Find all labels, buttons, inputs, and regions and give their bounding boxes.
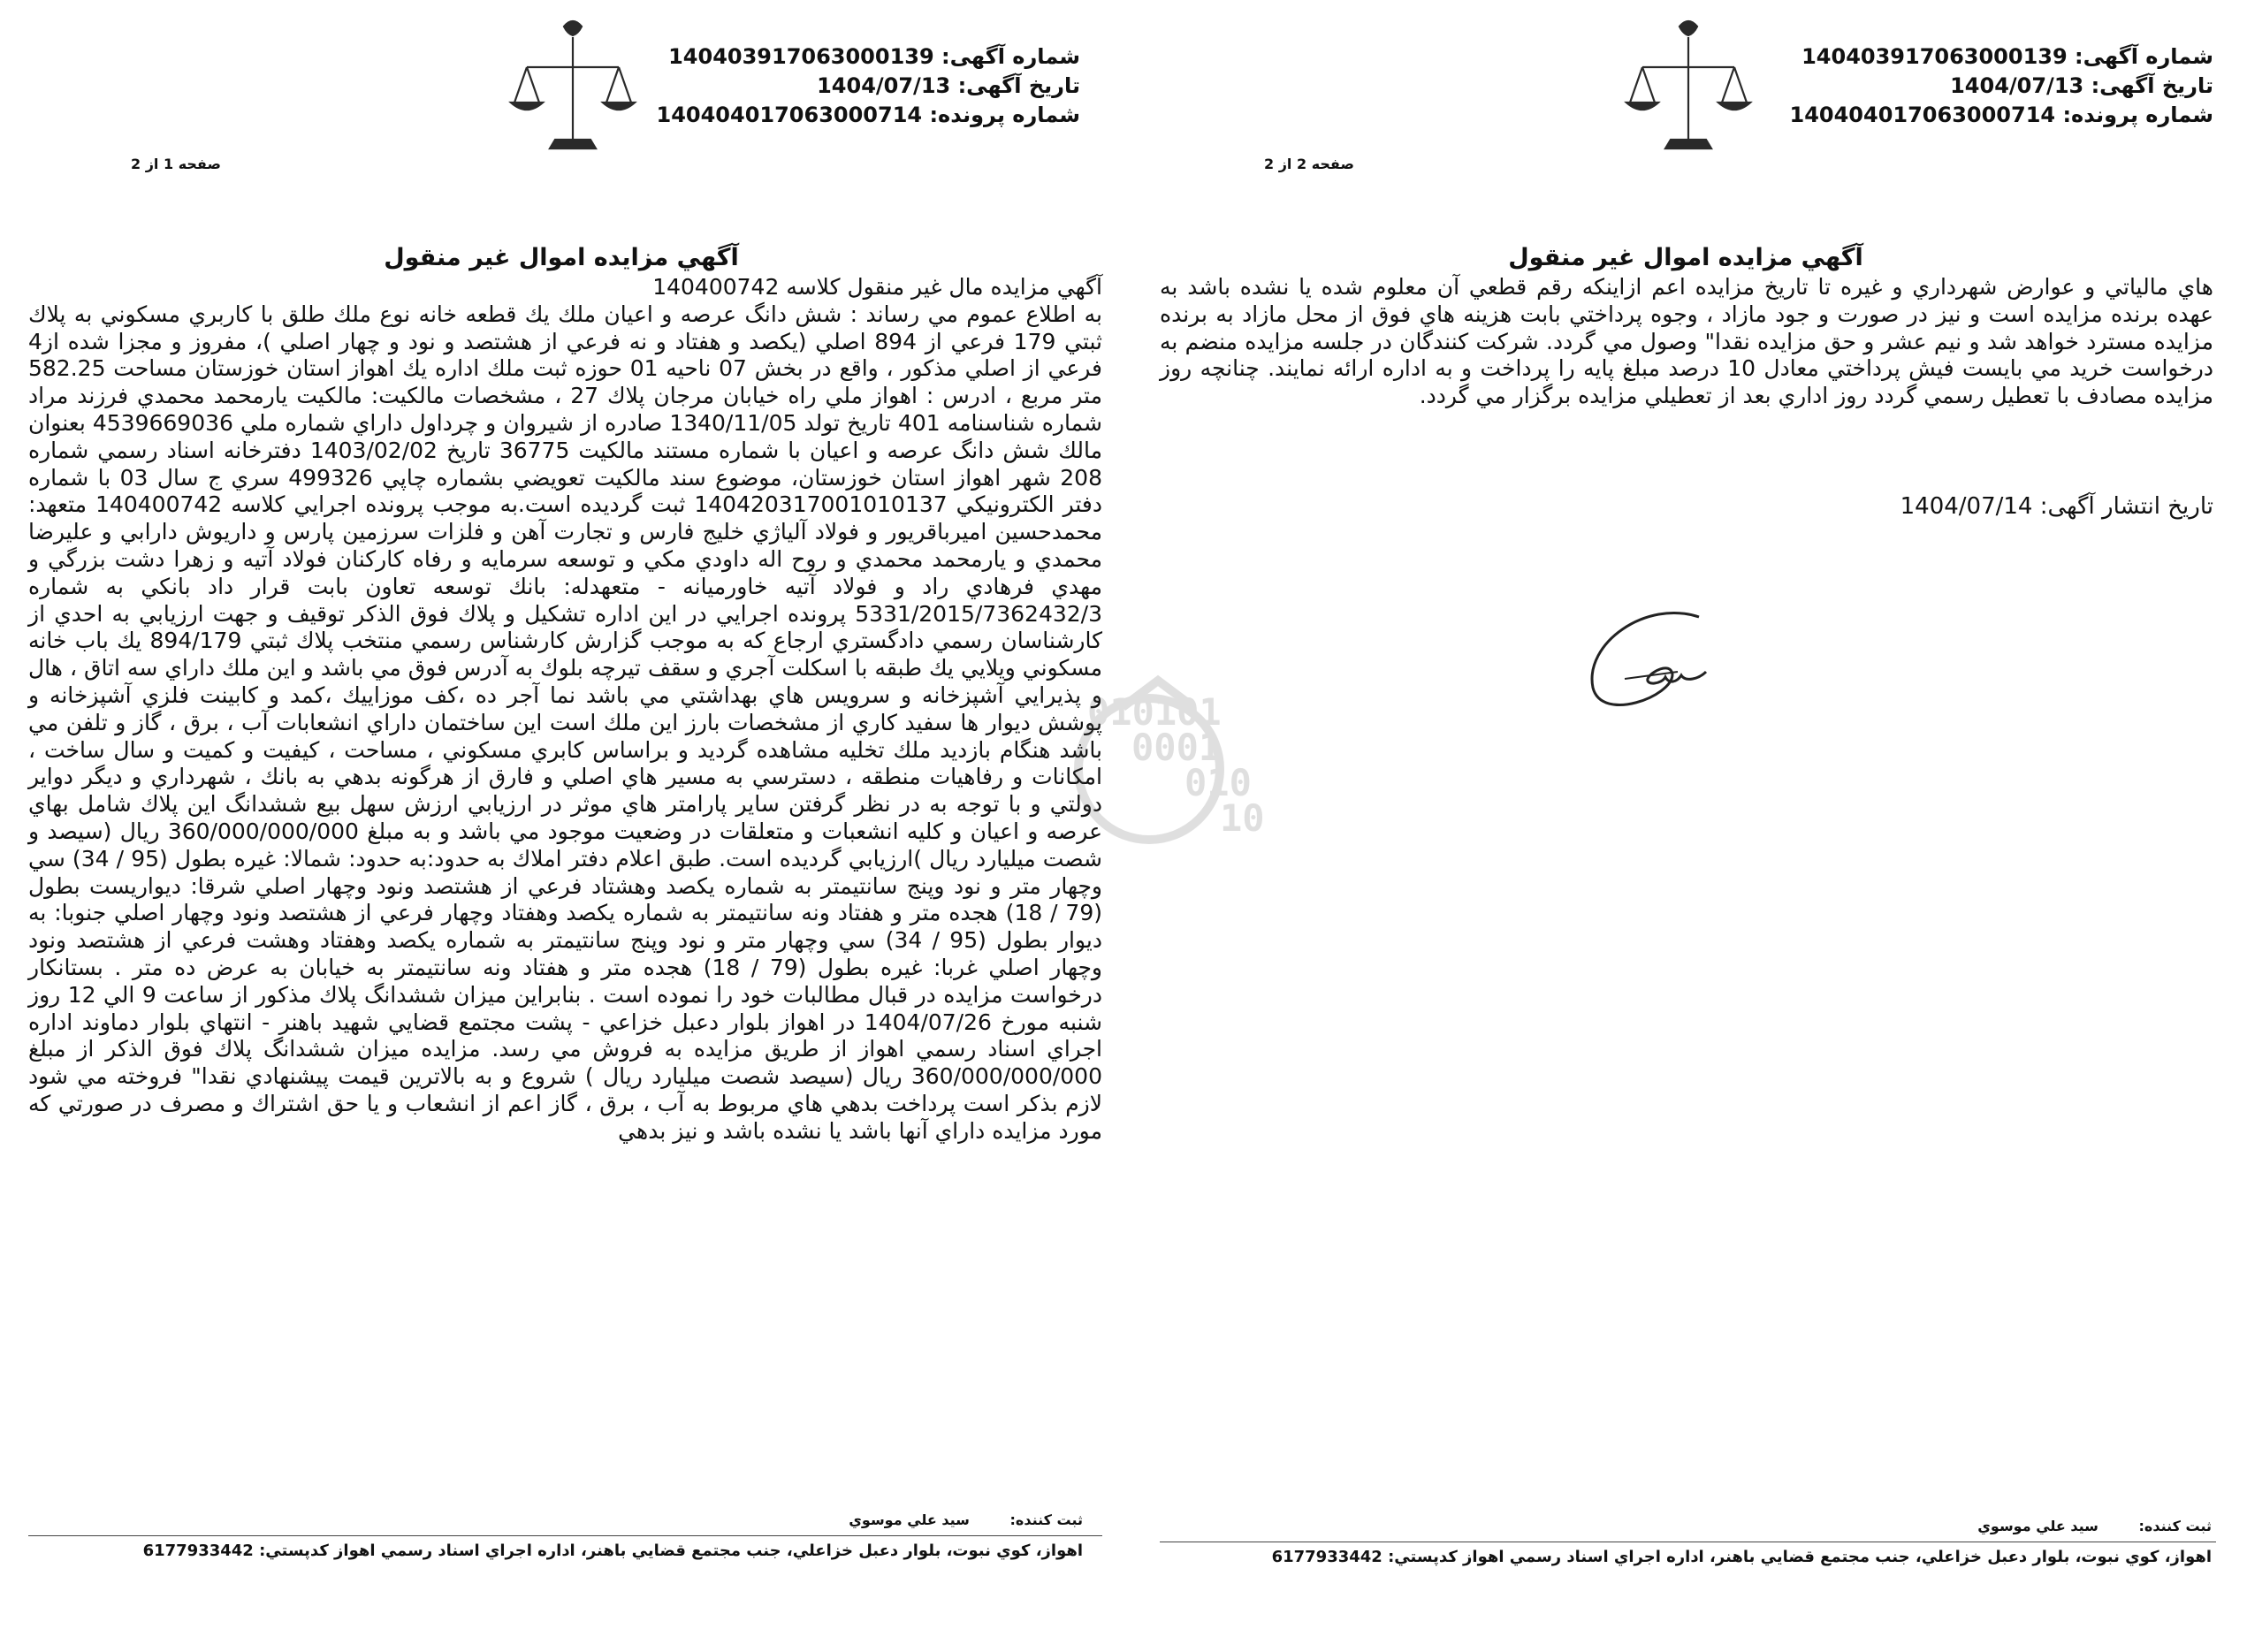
notice-date: 1404/07/13: [817, 73, 951, 98]
notice-number-label: شماره آگهی:: [941, 44, 1080, 69]
case-number: 140404017063000714: [656, 103, 923, 127]
publication-date: [1900, 493, 2213, 520]
body-heading: آگهي مزايده مال غير منقول كلاسه 140400742: [652, 274, 1102, 300]
svg-text:010101: 010101: [1087, 690, 1222, 734]
footer-divider: [28, 1535, 1102, 1536]
registrar-line: [1977, 1518, 2212, 1534]
body-paragraph: به اطلاع عموم مي رساند : شش دانگ عرصه و اعيان ملك يك قطعه خانه نوع ملك طلق با كاربري مسكوني به پلاك ثبتي 179 فرعي از 894 اصلي (يكصد و هفتاد و نه فرعي از هشتصد و نود و چهار اصلي )، مفروز و مجزا شده از4 فرعي از اصلي مذكور ، واقع در بخش 07 ناحيه 01 حوزه ثبت ملك اداره يك اهواز استان خوزستان مساحت 582.25 متر مربع ، ادرس : اهواز ملي راه خيابان مرجان پلاك 27 ، مشخصات مالكيت: مالكيت يارمحمد محمدي فرزند مراد شماره شناسنامه 401 تاريخ تولد 1340/11/05 صادره از شيروان و چرداول داراي شماره ملي 4539669036 بعنوان مالك شش دانگ عرصه و اعيان با شماره مستند مالكيت 36775 تاريخ 1403/02/02 دفترخانه اسناد رسمي شماره 208 شهر اهواز استان خوزستان، موضوع سند مالكيت تعويضي بشماره چاپي 499326 سري ج سال 03 با شماره دفتر الكترونيكي 140420317001010137 ثبت گرديده است.به موجب پرونده اجرايي كلاسه 140400742 متعهد: محمدحسين اميرباقريور و فولاد آلياژي خليج فارس و تجارت آهن و فلزات سرزمين پارس و داريوش دارابي و عليرضا محمدي و يارمحمد محمدي و روح اله داودي مكي و توسعه سرمايه و رفاه كاركنان فولاد آتيه و زهرا دشت بزرگي و مهدي فرهادي راد و فولاد آتيه خاورميانه - متعهدله: بانك توسعه تعاون بابت قرار داد بانكي به شماره 5331/2015/7362432/3 پرونده اجرايي در اين اداره تشكيل و پلاك فوق الذكر توقيف و جهت ارزيابي به احدي از كارشناسان رسمي دادگستري ارجاع كه به موجب گزارش كارشناس رسمي منتخب پلاك ثبتي 894/179 يك باب خانه مسكوني ويلايي يك طبقه با اسكلت آجري و سقف تيرچه بلوك به آدرس فوق مي باشد و اين ملك داراي سه اتاق ، هال و پذيرايي آشپزخانه و سرويس هاي بهداشتي مي باشد نما آجر ده ،كف موزاييك ،كمد و كابينت فلزي آشپزخانه و پوشش ديوار ها سفيد كاري از مشخصات بارز اين ملك است اين ساختمان داراي انشعابات آب ، برق ، گاز و تلفن مي باشد هنگام بازديد ملك تخليه مشاهده گرديد و براساس كابري مسكوني ، مساحت ، كيفيت و كميت و سال ساخت ، امكانات و رفاهيات منطقه ، دسترسي به مسير هاي اصلي و فارق از هرگونه بدهي به بانك ، شهرداري و ديگر دواير دولتي و با توجه به در نظر گرفتن ساير پارامتر هاي موثر در ارزيابي ارزش سهل بيع ششدانگ اين پلاك شامل بهاي عرصه و اعيان و كليه انشعبات و متعلقات در وضعيت موجود مي باشد و به مبلغ 360/000/000/000 ريال (سيصد و شصت ميليارد ريال )ارزيابي گرديده است. طبق اعلام دفتر املاك به حدود:به حدود: شمالا: غيره بطول (95 / 34) سي وچهار متر و نود وپنج سانتيمتر به شماره يكصد وهشتاد فرعي از هشتصد ونود وچهار اصلي شرقا: ديواريست بطول (79 / 18) هجده متر و هفتاد ونه سانتيمتر به شماره يكصد وهفتاد وچهار فرعي از هشتصد ونود وچهار اصلي جنوبا: به ديوار بطول (95 / 34) سي وچهار متر و نود وپنج سانتيمتر به شماره يكصد وهفتاد وهشت فرعي از هشتصد ونود وچهار اصلي غربا: غيره بطول (79 / 18) هجده متر و هفتاد ونه سانتيمتر به خيابان به عرض ده متر . بستانكار درخواست مزايده در قبال مطالبات خود را نموده است . بنابراين ميزان ششدانگ پلاك مذكور از ساعت 9 الي 12 روز شنبه مورخ 1404/07/26 در اهواز بلوار دعبل خزاعي - پشت مجتمع قضايي شهيد باهنر - انتهاي بلوار دماوند اداره اجراي اسناد رسمي اهواز از طريق مزايده به فروش مي رسد. مزايده ميزان ششدانگ پلاك فوق الذكر از مبلغ 360/000/000/000 ريال (سيصد شصت ميليارد ريال ) شروع و به بالاترين قيمت پيشنهادي نقدا" فروخته مي شود لازم بذكر است پرداخت بدهي هاي مربوط به آب ، برق ، گاز اعم از انشعاب و يا حق اشتراك و مصرف در صورتي كه مورد مزايده داراي آنها باشد يا نشده باشد و نيز بدهي: [28, 301, 1103, 1144]
footer-address: اهواز، كوي نبوت، بلوار دعبل خزاعلي، جنب مجتمع قضايي باهنر، اداره اجراي اسناد رسمي اهواز كدپستي: 6177933442: [1271, 1548, 2212, 1566]
footer-address: اهواز، كوي نبوت، بلوار دعبل خزاعلي، جنب مجتمع قضايي باهنر، اداره اجراي اسناد رسمي اهواز كدپستي: 6177933442: [142, 1542, 1083, 1560]
case-number-label: شماره پرونده:: [2062, 103, 2213, 127]
watermark-logo-icon: [1052, 672, 1352, 990]
notice-date-label: تاريخ آگهی:: [2091, 73, 2213, 98]
case-number-label: شماره پرونده:: [929, 103, 1080, 127]
registrar-name: سيد علي موسوي: [1977, 1518, 2098, 1534]
notice-number-label: شماره آگهی:: [2075, 44, 2213, 69]
notice-meta: [1754, 42, 2213, 130]
page-number: صفحه 2 از 2: [1264, 156, 1354, 172]
publication-date-label: تاريخ انتشار آگهی:: [2039, 493, 2213, 520]
page-1: [0, 0, 1123, 1652]
notice-number: 140403917063000139: [668, 44, 934, 69]
svg-text:10: 10: [1220, 796, 1265, 840]
registrar-label: ثبت كننده:: [1009, 1511, 1083, 1528]
body-paragraph: هاي مالياتي و عوارض شهرداري و غيره تا تاريخ مزايده اعم ازاينكه رقم قطعي آن معلوم شده يا نشده باشد به عهده برنده مزايده است و نيز در صورت و جود مازاد ، وجوه پرداختي بابت هزينه هاي فوق از محل مازاد به برنده مزايده مسترد خواهد شد و نيم عشر و حق مزايده نقدا" وصول مي گردد. شركت كنندگان در جلسه مزايده منضم به درخواست خريد مي بايست فيش پرداختي معادل 10 درصد مبلغ پايه را پرداخت و به اداره ارائه نمايند. چنانچه روز مزايده مصادف با تعطيل رسمي گردد روز اداري بعد از تعطيلي مزايده برگزار مي گردد.: [1160, 274, 2213, 409]
registrar-name: سيد علي موسوي: [849, 1511, 970, 1528]
notice-title: آگهي مزايده اموال غير منقول: [1508, 244, 1863, 271]
case-number: 140404017063000714: [1789, 103, 2056, 127]
notice-date-label: تاريخ آگهی:: [957, 73, 1080, 98]
page-number: صفحه 1 از 2: [131, 156, 221, 172]
notice-title: آگهي مزايده اموال غير منقول: [384, 244, 739, 271]
registrar-label: ثبت كننده:: [2138, 1518, 2212, 1534]
svg-text:0001: 0001: [1131, 726, 1222, 769]
notice-number: 140403917063000139: [1801, 44, 2068, 69]
notice-meta: [621, 42, 1080, 130]
registrar-line: [849, 1511, 1083, 1528]
notice-date: 1404/07/13: [1950, 73, 2084, 98]
publication-date-value: 1404/07/14: [1900, 493, 2033, 520]
notice-body: [28, 274, 1102, 1501]
svg-text:010: 010: [1184, 761, 1252, 804]
signature-icon: [1566, 590, 1734, 723]
